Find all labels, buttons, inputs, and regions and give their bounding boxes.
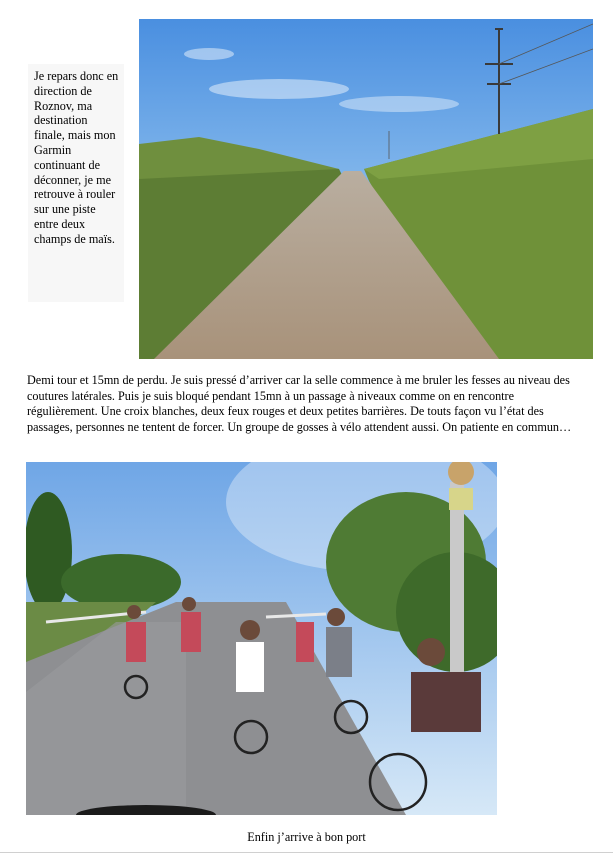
- dirt-road-cornfield-photo: [139, 19, 593, 359]
- page-bottom-rule: [0, 852, 613, 853]
- body-paragraph: Demi tour et 15mn de perdu. Je suis pressé d’arriver car la selle commence à me bruler les fesses au niveau des coutures latérales. Puis je suis bloqué pendant 15mn à un passage à niveaux comme on en rencontre régulièrement. Une croix blanches, deux feux rouges et deux petites barrières. De touts façon vu l’état des passages, personnes ne tentent de forcer. Un groupe de gosses à vélo attendent aussi. On patiente en commun…: [27, 373, 572, 435]
- sidebar-text: Je repars donc en direction de Roznov, ma destination finale, mais mon Garmin continuant de déconner, je me retrouve à rouler sur une piste entre deux champs de maïs.: [34, 69, 119, 246]
- photo-caption: Enfin j’arrive à bon port: [247, 830, 366, 844]
- sidebar-text-box: [28, 64, 124, 302]
- railroad-crossing-bikers-photo: [26, 462, 497, 815]
